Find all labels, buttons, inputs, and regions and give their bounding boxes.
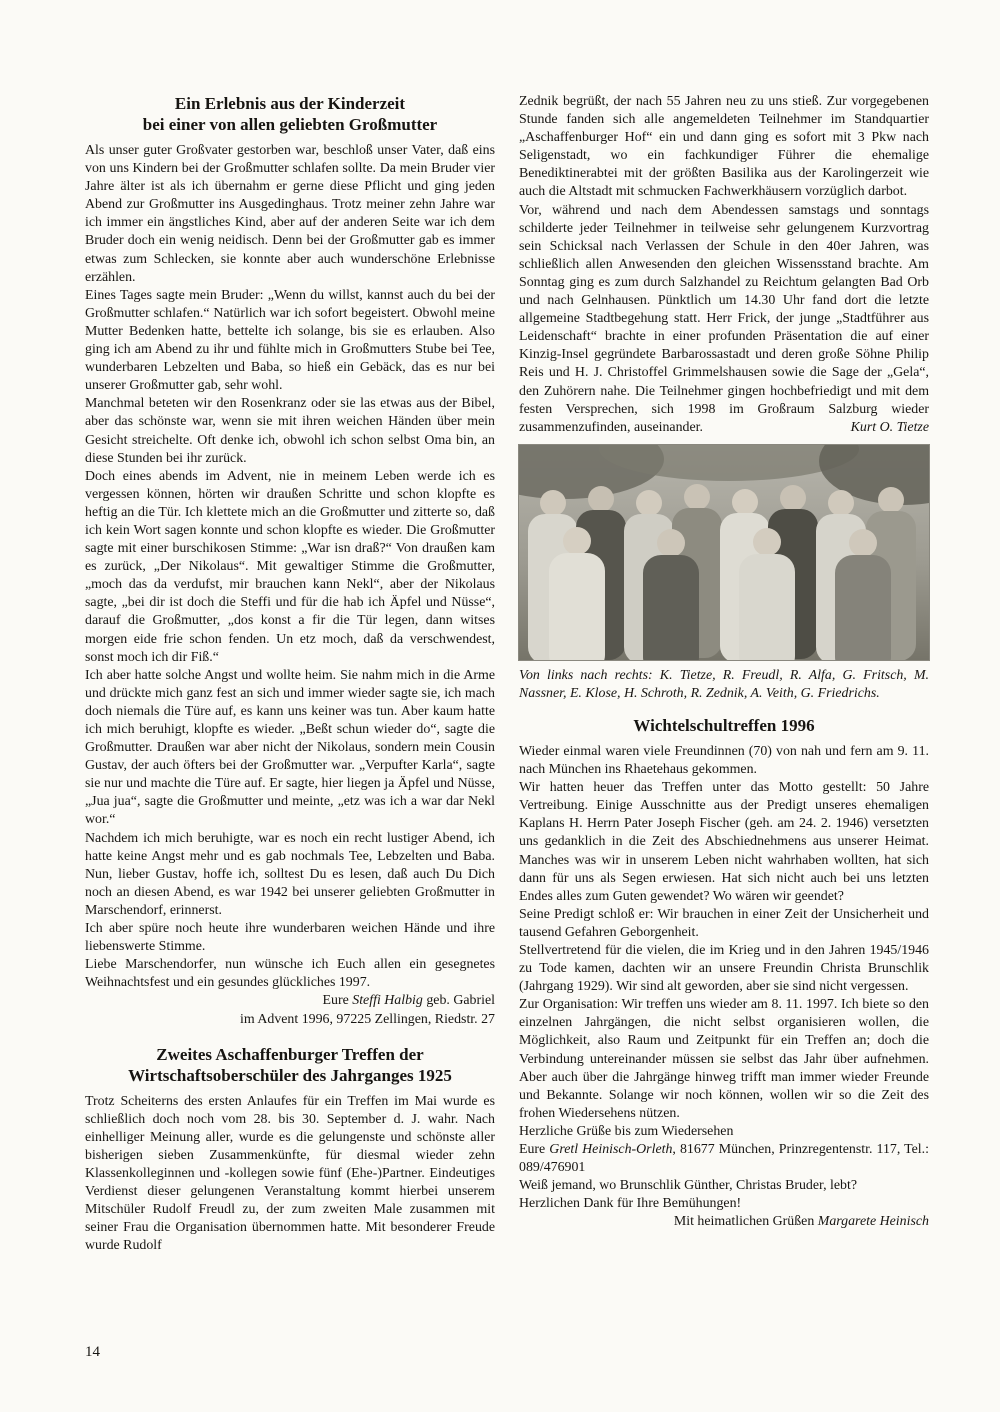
group-photo [519, 445, 929, 660]
body-paragraph: Zur Organisation: Wir treffen uns wieder am 8. 11. 1997. Ich biete so den einzelnen Jahrgängen, die nicht selbst organisieren wollen, die Möglichkeit, also Raum und Zeitpunkt für ein Treffen an; doch die Verbindung untereinander müssen sie selbst das Jahr über aufnehmen. Aber auch über die Jahrgänge hinweg trifft man immer wieder Freunde und Bekannte. Solange wir noch können, wollen wir so die Zeit des frohen Wiedersehens nützen. [519, 997, 929, 1121]
contact-name: Gretl Heinisch-Orleth [549, 1142, 673, 1158]
group-photo-frame [519, 445, 929, 660]
article3-title: Wichtelschultreffen 1996 [633, 715, 815, 735]
body-paragraph: Manchmal beteten wir den Rosenkranz oder sie las etwas aus der Bibel, aber das schönste war, wenn sie mit ihren weichen Händen über mein Gesicht streichelte. Oft denke ich, obwohl ich schon selbst Oma bin, an diese Stunden bei ihr zurück. [85, 396, 495, 466]
body-paragraph: Doch eines abends im Advent, nie in meinem Leben werde ich es vergessen können, hörten wir draußen Schritte und schon klopfte es heftig an die Tür. Ich klettete mich an die Großmutter und zitterte so, daß ich kein Wort sagen konnte und schon klopfte es wieder. Die Großmutter sagte mit einer burschikosen Stimme: „War isn draß?“ Von draußen kam es zurück, „Der Nikolaus“. Mit gewaltiger Stimme die Großmutter, „moch das da verdufst, mir brauchen kann Nekl“, aber der Nikolaus sagte, „bei dir ist doch die Steffi und für die hab ich Äpfel und Nüsse“, darauf die Großmutter, „dos konst a fir die Tür legen, dann witses morgen eide frie schon fenden. Un etz moch, daß da verschwendest, sonst moch ich dir Fiß.“ [85, 468, 495, 665]
signature-line [85, 992, 495, 1010]
closing-pre: Mit heimatlichen Grüßen [673, 1214, 818, 1230]
body-paragraph: Herzliche Grüße bis zum Wiedersehen [519, 1123, 734, 1139]
group-photo-image [519, 445, 929, 660]
signature-line-2: im Advent 1996, 97225 Zellingen, Riedstr. 27 [239, 1011, 495, 1027]
body-paragraph [519, 202, 929, 437]
body-paragraph: Ich aber spüre noch heute ihre wunderbaren weichen Hände und ihre liebenswerte Stimme. [85, 921, 495, 955]
body-paragraph: Wieder einmal waren viele Freundinnen (70) von nah und fern am 9. 11. nach München ins Rhaetehaus gekommen. [519, 743, 929, 778]
body-paragraph: Ich aber hatte solche Angst und wollte heim. Sie nahm mich in die Arme und drückte mich ganz fest an sich und immer wieder sagte sie, ich mach doch niemals die Türe auf, es kann uns keiner was tun. Aber kaum hatte ich mich beruhigt, klopfte es wieder. „Beßt schun wieder do“, sagte die Großmutter. Draußen war aber nicht der Nikolaus, sondern mein Cousin Gustav, der auch öfters bei der Großmutter war. „Verpufter Karla“, sagte sie nur und machte die Türe auf. Er sagte, hier liegen ja Äpfel und Nüsse, „Jua jua“, sagte die Großmutter und meinte, „etz was ich a war dar Nekl wor.“ [85, 667, 495, 828]
article2-title-line1: Zweites Aschaffenburger Treffen der [156, 1044, 424, 1064]
contact-post: , 81677 München, Prinzregentenstr. 117, Tel.: 089/476901 [519, 1142, 929, 1176]
column-right [519, 93, 929, 1255]
closing-line [519, 1213, 929, 1231]
closing-name: Margarete Heinisch [817, 1214, 929, 1230]
photo-caption: Von links nach rechts: K. Tietze, R. Freudl, R. Alfa, G. Fritsch, M. Nassner, E. Klose, H. Schroth, R. Zednik, A. Veith, G. Friedrichs. [519, 667, 929, 701]
body-paragraph: Trotz Scheiterns des ersten Anlaufes für ein Treffen im Mai wurde es schließlich doch noch vom 28. bis 30. September d. J. wahr. Nach einhelliger Meinung aller, wurde es die gelungenste und schönste aller bisherigen sieben Zusammenkünfte, für diesmal wieder zehn Klassenkolleginnen und -kollegen sowie fünf (Ehe-)Partner. Eindeutiges Verdienst dieser gelungenen Veranstaltung kommt hierbei unserem Mitschüler Rudolf Freudl zu, der zum zweiten Male zusammen mit seiner Frau die Organisation übernommen hatte. Mit besonderer Freude wurde Rudolf [85, 1093, 495, 1254]
paragraph-text: Vor, während und nach dem Abendessen samstags und sonntags schilderte jeder Teilnehmer in teilweise sehr gelungenem Kurzvortrag sein Schicksal nach Verlassen der Schule in den 40er Jahren, was schließlich allen Anwesenden den gleichen Wissensstand brachte. Am Sonntag ging es zum durch Salzhandel zu Reichtum gelangten Bad Orb und nach Gelnhausen. Pünktlich um 14.30 Uhr fand dort die letzte allgemeine Stadtbegehung statt. Herr Frick, der junge „Stadtführer aus Leidenschaft“ brachte in einer profunden Präsentation die auf einer Kinzig-Insel gegründete Barbarossastadt und deren große Söhne Philip Reis und H. J. Christoffel Grimmelshausen sowie die Sage der „Gela“, den Zuhörern nahe. Die Teilnehmer gingen hochbefriedigt und mit dem festen Versprechen, sich 1998 im Großraum Salzburg wieder zusammenzufinden, auseinander. [519, 202, 929, 435]
body-paragraph: Als unser guter Großvater gestorben war, beschloß unser Vater, daß eins von uns Kindern bei der Großmutter schlafen sollte. Da mein Bruder vier Jahre älter ist als ich übernahm er gerne diese Pflicht und ging jeden Abend zur Großmutter ins Ausgedinghaus. Trotz meiner zehn Jahre war ich immer ein ängstliches Kind, aber auf der anderen Seite war ich dem Bruder doch ein wenig neidisch. Denn bei der Großmutter gab es immer etwas zum Schlecken, sie konnte aber auch wunderschöne Erlebnisse erzählen. [85, 143, 495, 285]
signature-post: geb. Gabriel [422, 993, 495, 1009]
body-paragraph: Wir hatten heuer das Treffen unter das Motto gestellt: 50 Jahre Vertreibung. Einige Ausschnitte aus der Predigt unseres ehemaligen Kaplans H. Herrn Pater Joseph Fischer (geh. am 24. 2. 1946) versetzten uns gedanklich in die Zeit des Abschiednehmens aus unserer Heimat. Manches was wir in unserem Leben nicht wahrhaben wollten, hat sich dann für uns als Segen erwiesen. Hat sich nicht auch bei uns letzten Endes alles zum Guten gewendet? Wo wären wir geendet? [519, 780, 929, 904]
thanks-line: Herzlichen Dank für Ihre Bemühungen! [519, 1196, 742, 1212]
body-paragraph: Seine Predigt schloß er: Wir brauchen in einer Zeit der Unsicherheit und tausend Gefahren Geborgenheit. [519, 906, 929, 940]
body-paragraph: Zednik begrüßt, der nach 55 Jahren neu zu uns stieß. Zur vorgegebenen Stunde fanden sich alle angemeldeten Teilnehmer im Standquartier „Aschaffenburger Hof“ ein und dann ging es sofort mit 3 Pkw nach Seligenstadt, wo ein fachkundiger Führer die ehemalige Benediktinerabtei mit der größten Basilika aus der Karolingerzeit wie auch die Altstadt mit schmucken Fachwerkhäusern vorzüglich darbot. [519, 94, 929, 200]
article2-title-line2: Wirtschaftsoberschüler des Jahrganges 1925 [128, 1065, 452, 1085]
body-paragraph: Nachdem ich mich beruhigte, war es noch ein recht lustiger Abend, ich hatte keine Angst mehr und es gab nochmals Tee, Lebzelten und Baba. Nun, lieber Gustav, hoffe ich, solltest Du es lesen, daß auch Du Dich noch an diesen Abend, es war 1942 bei unserer geliebten Großmutter in Marschendorf, erinnerst. [85, 830, 495, 918]
article1-title-line2: bei einer von allen geliebten Großmutter [142, 115, 438, 134]
page-number: 14 [85, 1344, 100, 1360]
body-paragraph: Eines Tages sagte mein Bruder: „Wenn du willst, kannst auch du bei der Großmutter schlafen.“ Natürlich war ich sofort begeistert. Obwohl meine Mutter Bedenken hatte, bettelte ich solange, bis sie es erlauben. Also ging ich am Abend zu ihr und fühlte mich in Großmutters Stube bei Tee, wunderbaren Lebzelten und Baba, so hieß ein Gebäck, das es nur bei unserer Großmutter gab, sehr wohl. [85, 287, 495, 394]
article2-title [85, 1044, 495, 1086]
column-left [85, 93, 495, 1255]
contact-pre: Eure [519, 1142, 550, 1158]
article1-title [85, 93, 495, 135]
question-line: Weiß jemand, wo Brunschlik Günther, Christas Bruder, lebt? [519, 1178, 858, 1194]
body-paragraph: Stellvertretend für die vielen, die im Krieg und in den Jahren 1945/1946 zu Tode kamen, dachten wir an unsere Freundin Christa Brunschlik (Jahrgang 1929). Wir sind alt geworden, aber sie sind nicht vergessen. [519, 943, 929, 995]
signature-pre: Eure [322, 993, 353, 1009]
signature-name: Steffi Halbig [352, 993, 423, 1009]
contact-line [519, 1141, 929, 1177]
body-paragraph: Liebe Marschendorfer, nun wünsche ich Euch allen ein gesegnetes Weihnachtsfest und ein gesundes glückliches 1997. [85, 957, 495, 991]
two-column-layout [85, 93, 929, 1255]
author-byline: Kurt O. Tietze [850, 419, 929, 435]
article1-title-line1: Ein Erlebnis aus der Kinderzeit [174, 94, 406, 113]
